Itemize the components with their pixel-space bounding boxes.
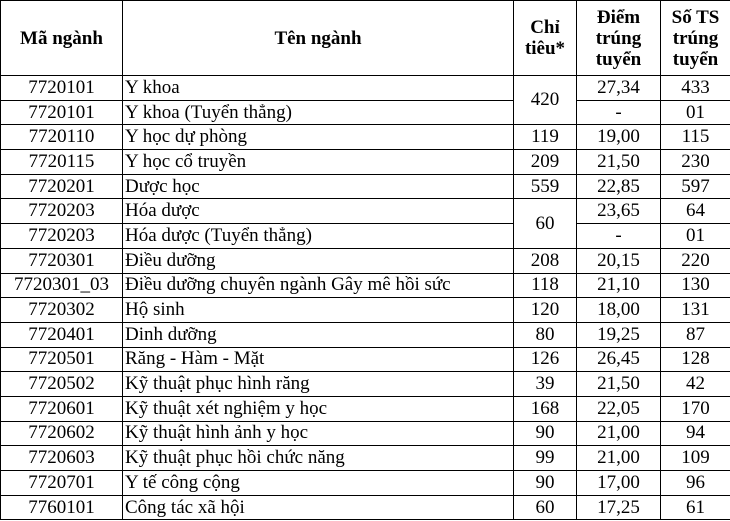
cell-score: 27,34 bbox=[577, 76, 661, 101]
table-row bbox=[1, 100, 730, 125]
cell-name: Công tác xã hội bbox=[123, 495, 514, 520]
cell-name: Răng - Hàm - Mặt bbox=[123, 347, 514, 372]
table-row bbox=[1, 150, 730, 175]
cell-admitted: 64 bbox=[661, 199, 730, 224]
cell-score: 17,00 bbox=[577, 471, 661, 496]
cell-admitted: 597 bbox=[661, 174, 730, 199]
cell-code: 7720101 bbox=[1, 100, 123, 125]
header-admitted-line-3: tuyển bbox=[672, 48, 719, 70]
cell-code: 7720601 bbox=[1, 396, 123, 421]
cell-quota: 60 bbox=[514, 199, 577, 248]
cell-code: 7720603 bbox=[1, 446, 123, 471]
cell-score: 23,65 bbox=[577, 199, 661, 224]
table-row bbox=[1, 372, 730, 397]
cell-admitted: 230 bbox=[661, 150, 730, 175]
cell-code: 7720602 bbox=[1, 421, 123, 446]
cell-code: 7720201 bbox=[1, 174, 123, 199]
cell-admitted: 01 bbox=[661, 224, 730, 249]
cell-quota: 119 bbox=[514, 125, 577, 150]
table-row bbox=[1, 471, 730, 496]
cell-name: Hộ sinh bbox=[123, 298, 514, 323]
header-quota-line-1: Chỉ bbox=[530, 17, 560, 38]
cell-quota: 420 bbox=[514, 76, 577, 125]
cell-name: Dược học bbox=[123, 174, 514, 199]
cell-score: 22,05 bbox=[577, 396, 661, 421]
table-row bbox=[1, 174, 730, 199]
cell-code: 7720110 bbox=[1, 125, 123, 150]
cell-admitted: 130 bbox=[661, 273, 730, 298]
cell-admitted: 94 bbox=[661, 421, 730, 446]
header-admitted-line-2: trúng bbox=[672, 27, 719, 49]
cell-name: Kỹ thuật phục hình răng bbox=[123, 372, 514, 397]
cell-admitted: 01 bbox=[661, 100, 730, 125]
cell-name: Y khoa bbox=[123, 76, 514, 101]
table-row bbox=[1, 347, 730, 372]
cell-admitted: 96 bbox=[661, 471, 730, 496]
table-row bbox=[1, 421, 730, 446]
cell-quota: 80 bbox=[514, 322, 577, 347]
cell-code: 7760101 bbox=[1, 495, 123, 520]
cell-name: Điều dưỡng bbox=[123, 248, 514, 273]
cell-name: Điều dưỡng chuyên ngành Gây mê hồi sức bbox=[123, 273, 514, 298]
cell-code: 7720501 bbox=[1, 347, 123, 372]
header-score-line-3: tuyển bbox=[595, 48, 642, 70]
cell-quota: 168 bbox=[514, 396, 577, 421]
cell-admitted: 170 bbox=[661, 396, 730, 421]
cell-admitted: 433 bbox=[661, 76, 730, 101]
cell-score: - bbox=[577, 100, 661, 125]
table-row bbox=[1, 396, 730, 421]
cell-score: 26,45 bbox=[577, 347, 661, 372]
header-score bbox=[577, 1, 661, 76]
table-header-row bbox=[1, 1, 730, 76]
cell-score: - bbox=[577, 224, 661, 249]
cell-quota: 559 bbox=[514, 174, 577, 199]
cell-score: 17,25 bbox=[577, 495, 661, 520]
cell-score: 21,00 bbox=[577, 421, 661, 446]
cell-quota: 90 bbox=[514, 471, 577, 496]
cell-name: Y khoa (Tuyển thẳng) bbox=[123, 100, 514, 125]
cell-code: 7720203 bbox=[1, 199, 123, 224]
cell-admitted: 87 bbox=[661, 322, 730, 347]
cell-quota: 120 bbox=[514, 298, 577, 323]
cell-quota: 126 bbox=[514, 347, 577, 372]
cell-score: 18,00 bbox=[577, 298, 661, 323]
cell-admitted: 128 bbox=[661, 347, 730, 372]
table-row bbox=[1, 224, 730, 249]
header-score-line-2: trúng bbox=[595, 27, 642, 49]
cell-code: 7720401 bbox=[1, 322, 123, 347]
cell-code: 7720301 bbox=[1, 248, 123, 273]
header-admitted bbox=[661, 1, 730, 76]
cell-quota: 208 bbox=[514, 248, 577, 273]
cell-name: Y học dự phòng bbox=[123, 125, 514, 150]
cell-score: 19,00 bbox=[577, 125, 661, 150]
cell-quota: 90 bbox=[514, 421, 577, 446]
cell-code: 7720701 bbox=[1, 471, 123, 496]
cell-code: 7720203 bbox=[1, 224, 123, 249]
cell-admitted: 131 bbox=[661, 298, 730, 323]
header-code: Mã ngành bbox=[1, 1, 123, 76]
header-quota bbox=[514, 1, 577, 76]
cell-score: 21,00 bbox=[577, 446, 661, 471]
cell-name: Y học cổ truyền bbox=[123, 150, 514, 175]
cell-code: 7720502 bbox=[1, 372, 123, 397]
table-body bbox=[1, 76, 730, 520]
cell-admitted: 109 bbox=[661, 446, 730, 471]
table-row bbox=[1, 273, 730, 298]
cell-admitted: 115 bbox=[661, 125, 730, 150]
header-quota-line-2: tiêu* bbox=[524, 38, 566, 59]
table-row bbox=[1, 322, 730, 347]
cell-score: 21,50 bbox=[577, 150, 661, 175]
cell-name: Hóa dược (Tuyển thẳng) bbox=[123, 224, 514, 249]
cell-score: 19,25 bbox=[577, 322, 661, 347]
cell-name: Kỹ thuật xét nghiệm y học bbox=[123, 396, 514, 421]
cell-code: 7720302 bbox=[1, 298, 123, 323]
table-row bbox=[1, 248, 730, 273]
table-row bbox=[1, 446, 730, 471]
cell-admitted: 61 bbox=[661, 495, 730, 520]
cell-name: Y tế công cộng bbox=[123, 471, 514, 496]
cell-admitted: 42 bbox=[661, 372, 730, 397]
cell-name: Hóa dược bbox=[123, 199, 514, 224]
cell-name: Kỹ thuật hình ảnh y học bbox=[123, 421, 514, 446]
header-admitted-line-1: Số TS bbox=[671, 6, 720, 28]
header-name: Tên ngành bbox=[123, 1, 514, 76]
cell-score: 22,85 bbox=[577, 174, 661, 199]
cell-name: Dinh dưỡng bbox=[123, 322, 514, 347]
cell-name: Kỹ thuật phục hồi chức năng bbox=[123, 446, 514, 471]
cell-code: 7720101 bbox=[1, 76, 123, 101]
cell-quota: 39 bbox=[514, 372, 577, 397]
cell-admitted: 220 bbox=[661, 248, 730, 273]
header-score-line-1: Điểm bbox=[596, 6, 641, 28]
cell-code: 7720301_03 bbox=[1, 273, 123, 298]
cell-quota: 60 bbox=[514, 495, 577, 520]
table-row bbox=[1, 298, 730, 323]
cell-score: 21,10 bbox=[577, 273, 661, 298]
cell-score: 21,50 bbox=[577, 372, 661, 397]
cell-quota: 209 bbox=[514, 150, 577, 175]
table-row bbox=[1, 495, 730, 520]
table-row bbox=[1, 76, 730, 101]
cell-score: 20,15 bbox=[577, 248, 661, 273]
table-row bbox=[1, 199, 730, 224]
cell-quota: 118 bbox=[514, 273, 577, 298]
cell-quota: 99 bbox=[514, 446, 577, 471]
cell-code: 7720115 bbox=[1, 150, 123, 175]
table-row bbox=[1, 125, 730, 150]
